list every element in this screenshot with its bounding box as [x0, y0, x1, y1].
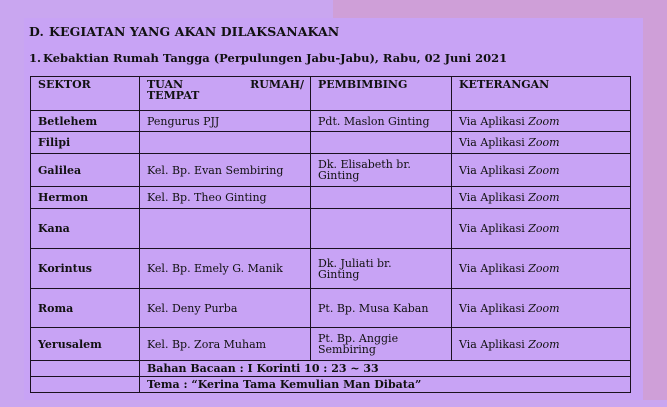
keterangan-cell [452, 132, 631, 154]
keterangan-app: Zoom [528, 222, 560, 235]
background-frame-left [0, 0, 24, 407]
table-row [31, 289, 631, 328]
sektor-cell: Hermon [31, 187, 140, 209]
keterangan-text: Via Aplikasi [459, 191, 525, 204]
table-row [31, 111, 631, 132]
keterangan-app: Zoom [528, 262, 560, 275]
sektor-cell: Betlehem [31, 111, 140, 132]
header-tuan: TUAN [147, 78, 184, 91]
tempat-cell: Kel. Bp. Evan Sembiring [140, 154, 311, 187]
header-pembimbing: PEMBIMBING [311, 77, 452, 111]
tempat-cell [140, 132, 311, 154]
background-frame-bottom [0, 400, 667, 407]
blank-cell [31, 361, 140, 377]
keterangan-text: Via Aplikasi [459, 262, 525, 275]
pembimbing-cell [311, 154, 452, 187]
keterangan-app: Zoom [528, 337, 560, 351]
keterangan-cell [452, 187, 631, 209]
header-tuan-rumah [140, 77, 311, 111]
background-frame-right [643, 0, 667, 407]
section-title: KEGIATAN YANG AKAN DILAKSANAKAN [49, 24, 340, 39]
header-rumah: RUMAH/ [250, 78, 304, 91]
pembimbing-cell [311, 187, 452, 209]
pembimbing-line-1: Dk. Elisabeth br. [318, 158, 411, 171]
sektor-cell: Roma [31, 289, 140, 328]
keterangan-app: Zoom [528, 114, 560, 128]
table-row [31, 187, 631, 209]
keterangan-cell [452, 289, 631, 328]
blank-cell [31, 377, 140, 393]
pembimbing-line-2: Ginting [318, 267, 360, 281]
keterangan-cell [452, 111, 631, 132]
sektor-cell: Galilea [31, 154, 140, 187]
header-keterangan: KETERANGAN [452, 77, 631, 111]
sektor-cell: Kana [31, 209, 140, 249]
header-tempat: TEMPAT [147, 89, 200, 102]
pembimbing-line-2: Sembiring [318, 343, 376, 356]
tema-cell: Tema : “Kerina Tama Kemulian Man Dibata” [140, 377, 631, 393]
sektor-cell: Filipi [31, 132, 140, 154]
keterangan-app: Zoom [528, 163, 560, 177]
table-row [31, 328, 631, 361]
tempat-cell: Kel. Bp. Emely G. Manik [140, 249, 311, 289]
pembimbing-cell [311, 328, 452, 361]
pembimbing-cell [311, 249, 452, 289]
keterangan-cell [452, 209, 631, 249]
subsection-heading [29, 51, 507, 65]
sektor-cell: Yerusalem [31, 328, 140, 361]
pembimbing-line-1: Pt. Bp. Anggie [318, 332, 399, 345]
keterangan-text: Via Aplikasi [459, 222, 525, 235]
keterangan-text: Via Aplikasi [459, 301, 525, 315]
sektor-cell: Korintus [31, 249, 140, 289]
bahan-bacaan-row [31, 361, 631, 377]
keterangan-text: Via Aplikasi [459, 114, 525, 128]
keterangan-cell [452, 154, 631, 187]
tempat-cell: Pengurus PJJ [140, 111, 311, 132]
subsection-title: Kebaktian Rumah Tangga (Perpulungen Jabu-Jabu), Rabu, 02 Juni 2021 [43, 51, 508, 65]
keterangan-app: Zoom [528, 191, 560, 204]
tempat-cell [140, 209, 311, 249]
pembimbing-cell: Pdt. Maslon Ginting [311, 111, 452, 132]
header-sektor: SEKTOR [31, 77, 140, 111]
keterangan-app: Zoom [528, 301, 560, 315]
table-header-row [31, 77, 631, 111]
tempat-cell: Kel. Bp. Zora Muham [140, 328, 311, 361]
keterangan-cell [452, 249, 631, 289]
bahan-bacaan-cell: Bahan Bacaan : I Korinti 10 : 23 ~ 33 [140, 361, 631, 377]
tempat-cell: Kel. Deny Purba [140, 289, 311, 328]
subsection-number: 1. [29, 51, 42, 65]
keterangan-text: Via Aplikasi [459, 337, 525, 351]
background-frame-top-right [333, 0, 667, 18]
schedule-table [30, 76, 631, 393]
keterangan-cell [452, 328, 631, 361]
section-number: D. [29, 24, 44, 39]
table-row [31, 132, 631, 154]
schedule-table-wrapper [30, 76, 631, 393]
keterangan-text: Via Aplikasi [459, 136, 525, 149]
pembimbing-cell [311, 209, 452, 249]
pembimbing-line-2: Ginting [318, 169, 360, 182]
document-panel [24, 18, 643, 400]
pembimbing-cell [311, 132, 452, 154]
tempat-cell: Kel. Bp. Theo Ginting [140, 187, 311, 209]
keterangan-text: Via Aplikasi [459, 163, 525, 177]
section-heading [29, 24, 339, 39]
table-row [31, 209, 631, 249]
pembimbing-cell: Pt. Bp. Musa Kaban [311, 289, 452, 328]
pembimbing-line-1: Dk. Juliati br. [318, 256, 392, 270]
tema-row [31, 377, 631, 393]
keterangan-app: Zoom [528, 136, 560, 149]
table-row [31, 249, 631, 289]
table-row [31, 154, 631, 187]
